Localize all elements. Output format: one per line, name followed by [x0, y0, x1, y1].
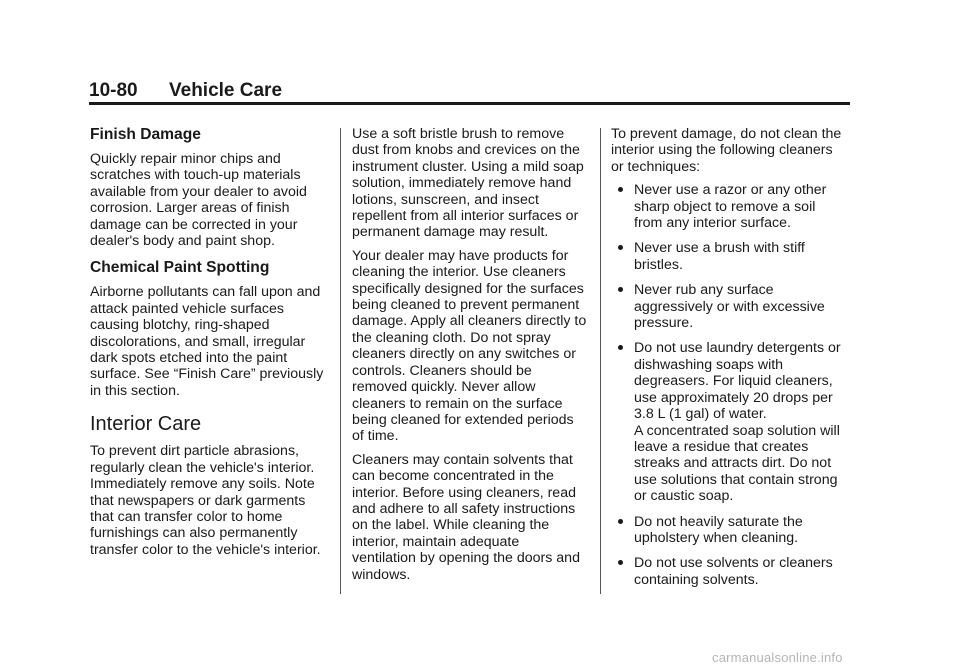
bullet-intro: To prevent damage, do not clean the interior using the following cleaners or techniques:: [611, 126, 842, 175]
list-item-text: Do not heavily saturate the upholstery when cleaning.: [634, 513, 803, 546]
bullet-icon: [618, 245, 623, 250]
bullet-icon: [618, 519, 623, 524]
column-divider-2: [600, 128, 601, 594]
column-3: [611, 126, 846, 597]
list-item: [611, 282, 846, 331]
interior-care-heading: Interior Care: [90, 413, 202, 436]
chemical-paint-text: Airborne pollutants can fall upon and attack painted vehicle surfaces causing blotchy, ring-shaped discolorations, and small, irregular dark spots etched into the paint surface. See “Finish Care” previously in this section.: [90, 284, 324, 399]
list-item-note: A concentrated soap solution will leave a residue that creates streaks and attracts dirt. Do not use solutions that contain strong or caustic soap.: [634, 422, 840, 505]
column-divider-1: [340, 128, 341, 594]
page-header: [89, 80, 850, 102]
list-item: [611, 340, 846, 504]
finish-damage-heading: Finish Damage: [90, 126, 201, 143]
list-item: [611, 182, 846, 231]
interior-care-text: To prevent dirt particle abrasions, regularly clean the vehicle's interior. Immediately remove any soils. Note that newspapers or dark garments that can transfer color to home furnishings can also permanently transfer color to the vehicle's interior.: [90, 443, 321, 558]
paragraph-solvents: Cleaners may contain solvents that can become concentrated in the interior. Before using cleaners, read and adhere to all safety instructions on the label. While cleaning the interior, maintain adequate ventilation by opening the doors and windows.: [352, 451, 580, 583]
page-number: 10-80: [89, 80, 138, 101]
list-item: [611, 555, 846, 588]
paragraph-brush: Use a soft bristle brush to remove dust from knobs and crevices on the instrument cluster. Using a mild soap solution, immediately remove hand lotions, sunscreen, and insect repellent from all interior surfaces or permanent damage may result.: [352, 126, 584, 241]
list-item-text: Do not use solvents or cleaners containing solvents.: [634, 555, 833, 588]
list-item-text: Never rub any surface aggressively or with excessive pressure.: [634, 282, 825, 332]
header-rule: [89, 102, 850, 105]
bullet-icon: [618, 345, 623, 350]
bullet-icon: [618, 287, 623, 292]
watermark: carmanualsonline.info: [712, 650, 843, 665]
list-item-text: Never use a razor or any other sharp object to remove a soil from any interior surface.: [634, 182, 827, 232]
bullet-icon: [618, 187, 623, 192]
list-item-text: Do not use laundry detergents or dishwashing soaps with degreasers. For liquid cleaners, use approximately 20 drops per 3.8 L (1 gal) of water.: [634, 340, 841, 423]
cleaning-warnings-list: [611, 182, 846, 588]
chapter-title: Vehicle Care: [169, 80, 283, 101]
list-item-text: Never use a brush with stiff bristles.: [634, 240, 805, 273]
paragraph-dealer-products: Your dealer may have products for cleaning the interior. Use cleaners specifically designed for the surfaces being cleaned to prevent permanent damage. Apply all cleaners directly to the cleaning cloth. Do not spray cleaners directly on any switches or controls. Cleaners should be removed quickly. Never allow cleaners to remain on the surface being cleaned for extended periods of time.: [352, 247, 587, 445]
finish-damage-text: Quickly repair minor chips and scratches with touch-up materials available from your dealer to avoid corrosion. Larger areas of finish damage can be corrected in your dealer's body and paint shop.: [90, 151, 307, 250]
column-2: [352, 126, 587, 590]
list-item: [611, 514, 846, 547]
list-item: [611, 240, 846, 273]
chemical-paint-heading: Chemical Paint Spotting: [90, 259, 270, 277]
column-1: [90, 126, 325, 565]
bullet-icon: [618, 560, 623, 565]
